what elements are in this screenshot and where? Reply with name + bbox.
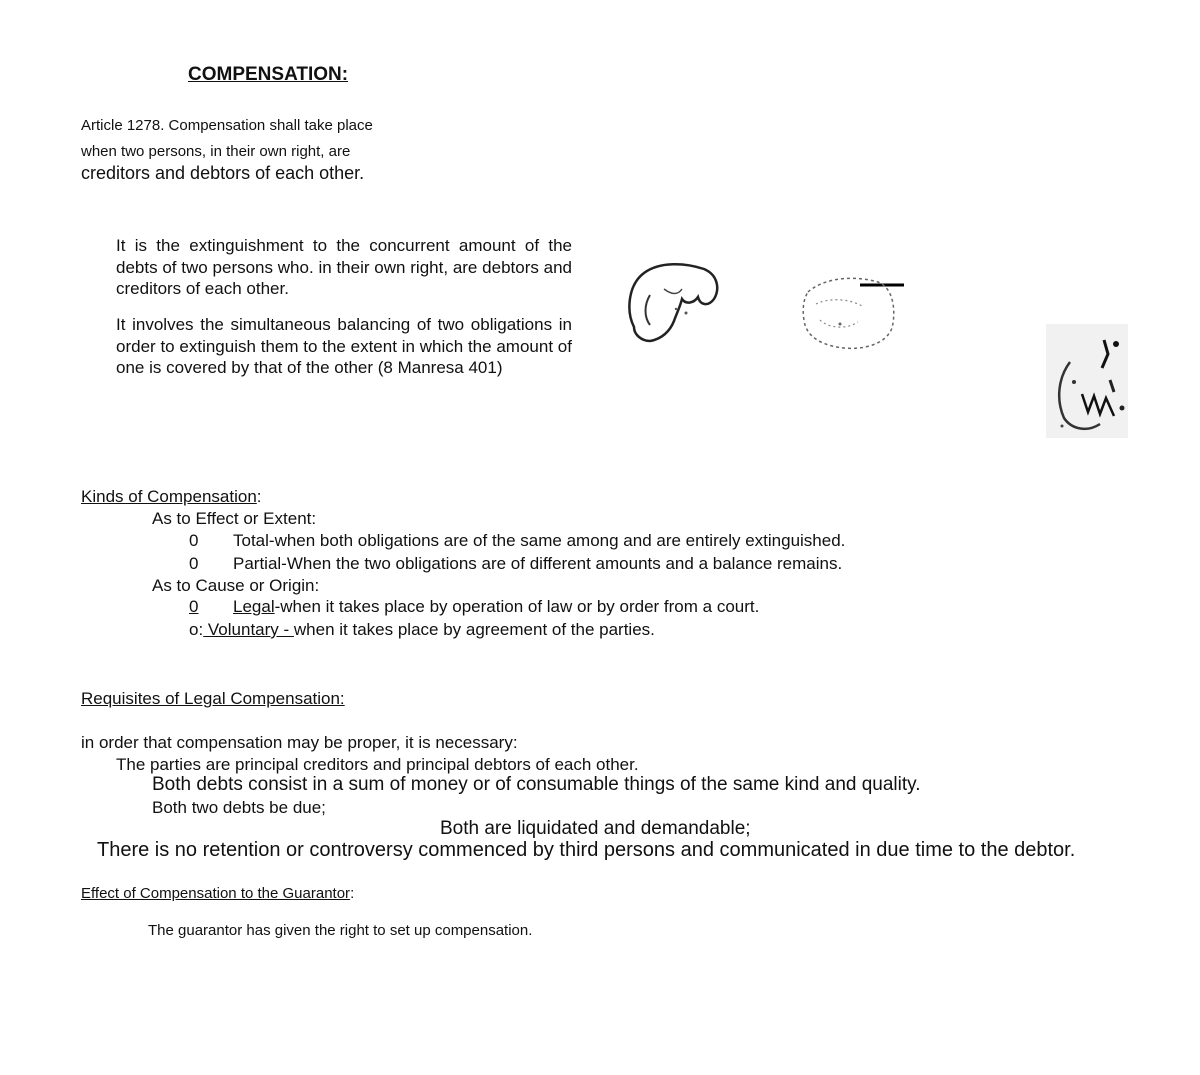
definition-paragraph-2: It involves the simultaneous balancing of two obligations in order to extinguish them to the extent in which the amount of one is covered by that of the other (8 Manresa 401) [116, 315, 572, 377]
bullet-marker: 0 [189, 597, 199, 616]
bullet-marker: o: [189, 620, 204, 639]
list-item-legal [189, 597, 759, 617]
kinds-heading [81, 487, 262, 507]
sketch-image-3 [1044, 322, 1130, 440]
total-text: Total-when both obligations are of the same among and are entirely extinguished. [233, 531, 846, 550]
guarantor-heading-colon: : [350, 885, 355, 902]
article-line-1: Article 1278. Compensation shall take place [81, 117, 373, 134]
kinds-heading-label: Kinds of Compensation [81, 487, 257, 506]
bullet-marker: 0 [189, 554, 199, 573]
definition-paragraph-1: It is the extinguishment to the concurrent amount of the debts of two persons who. in their own right, are debtors and creditors of each other. [116, 236, 572, 298]
list-item-voluntary [189, 620, 655, 640]
requisite-3: Both two debts be due; [152, 798, 326, 817]
legal-label: Legal [233, 597, 275, 616]
guarantor-heading [81, 885, 354, 902]
article-line-2: when two persons, in their own right, are [81, 143, 351, 160]
requisites-intro: in order that compensation may be proper, it is necessary: [81, 733, 518, 752]
document-title: COMPENSATION: [188, 64, 349, 85]
requisite-5: There is no retention or controversy commenced by third persons and communicated in due time to the debtor. [97, 839, 1076, 861]
partial-text: Partial-When the two obligations are of different amounts and a balance remains. [233, 554, 843, 573]
list-item-total [189, 531, 845, 551]
sketch-image-1 [620, 255, 724, 347]
bullet-marker: 0 [189, 531, 199, 550]
requisite-4: Both are liquidated and demandable; [440, 818, 751, 839]
cause-heading: As to Cause or Origin: [152, 576, 320, 595]
requisite-1: The parties are principal creditors and principal debtors of each other. [116, 755, 639, 774]
sketch-image-2 [798, 272, 910, 356]
requisite-2: Both debts consist in a sum of money or of consumable things of the same kind and quality. [152, 774, 921, 795]
legal-text: -when it takes place by operation of law or by order from a court. [274, 597, 760, 616]
kinds-heading-colon: : [256, 487, 262, 506]
voluntary-text: when it takes place by agreement of the parties. [293, 620, 655, 639]
article-line-3: creditors and debtors of each other. [81, 163, 365, 183]
list-item-partial [189, 554, 842, 574]
requisites-heading: Requisites of Legal Compensation: [81, 689, 345, 708]
effect-heading: As to Effect or Extent: [152, 509, 317, 528]
guarantor-text: The guarantor has given the right to set up compensation. [148, 922, 533, 939]
guarantor-heading-label: Effect of Compensation to the Guarantor [81, 885, 351, 902]
voluntary-label: Voluntary - [203, 620, 294, 639]
